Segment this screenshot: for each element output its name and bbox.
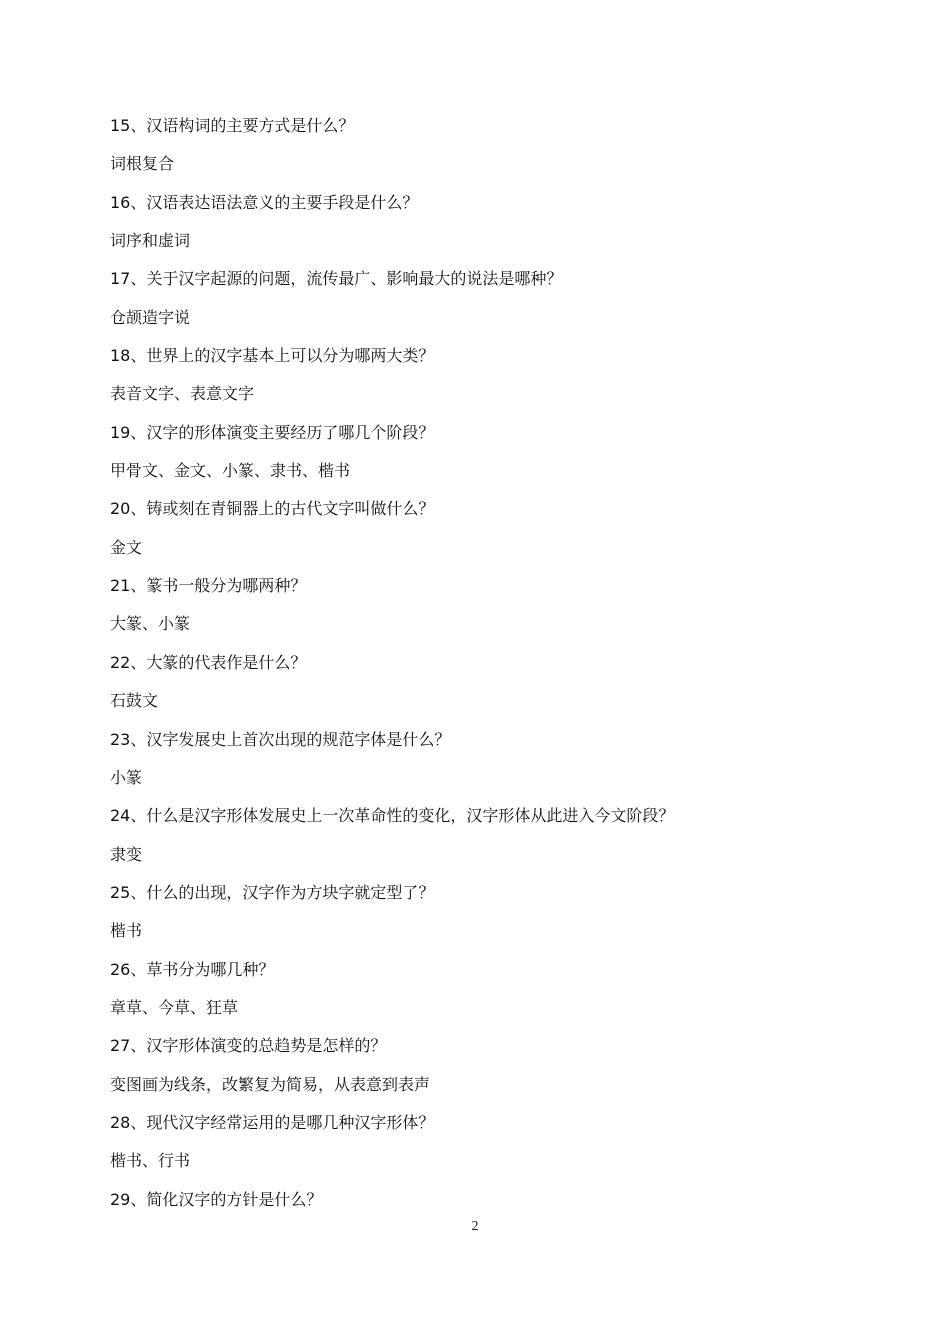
- answer-24: 隶变: [110, 844, 143, 864]
- answer-16: 词序和虚词: [110, 231, 191, 251]
- question-27: 27、汉字形体演变的总趋势是怎样的？: [110, 1036, 387, 1056]
- answer-19: 甲骨文、金文、小篆、隶书、楷书: [110, 461, 351, 481]
- question-15: 15、汉语构词的主要方式是什么？: [110, 116, 355, 135]
- question-17: 17、关于汉字起源的问题，流传最广、影响最大的说法是哪种？: [110, 269, 563, 289]
- question-23: 23、汉字发展史上首次出现的规范字体是什么？: [110, 729, 451, 749]
- question-16: 16、汉语表达语法意义的主要手段是什么？: [110, 192, 419, 212]
- question-29: 29、简化汉字的方针是什么？: [110, 1189, 323, 1209]
- answer-22: 石鼓文: [110, 691, 159, 711]
- question-22: 22、大篆的代表作是什么？: [110, 652, 307, 672]
- answer-20: 金文: [110, 537, 143, 557]
- answer-28: 楷书、行书: [110, 1151, 191, 1171]
- answer-17: 仓颉造字说: [110, 307, 191, 327]
- question-26: 26、草书分为哪几种？: [110, 959, 275, 979]
- answer-15: 词根复合: [110, 154, 175, 174]
- answer-26: 章草、今草、狂草: [110, 997, 239, 1017]
- question-24: 24、什么是汉字形体发展史上一次革命性的变化，汉字形体从此进入今文阶段？: [110, 806, 675, 826]
- question-18: 18、世界上的汉字基本上可以分为哪两大类？: [110, 346, 435, 366]
- question-20: 20、铸或刻在青铜器上的古代文字叫做什么？: [110, 499, 435, 519]
- answer-18: 表音文字、表意文字: [110, 384, 255, 404]
- answer-21: 大篆、小篆: [110, 614, 191, 634]
- page-number: 2: [471, 1219, 479, 1234]
- question-19: 19、汉字的形体演变主要经历了哪几个阶段？: [110, 422, 435, 442]
- question-28: 28、现代汉字经常运用的是哪几种汉字形体？: [110, 1112, 435, 1132]
- answer-23: 小篆: [110, 767, 143, 787]
- answer-25: 楷书: [110, 921, 143, 941]
- question-25: 25、什么的出现，汉字作为方块字就定型了？: [110, 882, 435, 902]
- question-21: 21、篆书一般分为哪两种？: [110, 576, 307, 596]
- answer-27: 变图画为线条，改繁复为简易，从表意到表声: [110, 1074, 431, 1094]
- qa-list: [110, 114, 870, 1226]
